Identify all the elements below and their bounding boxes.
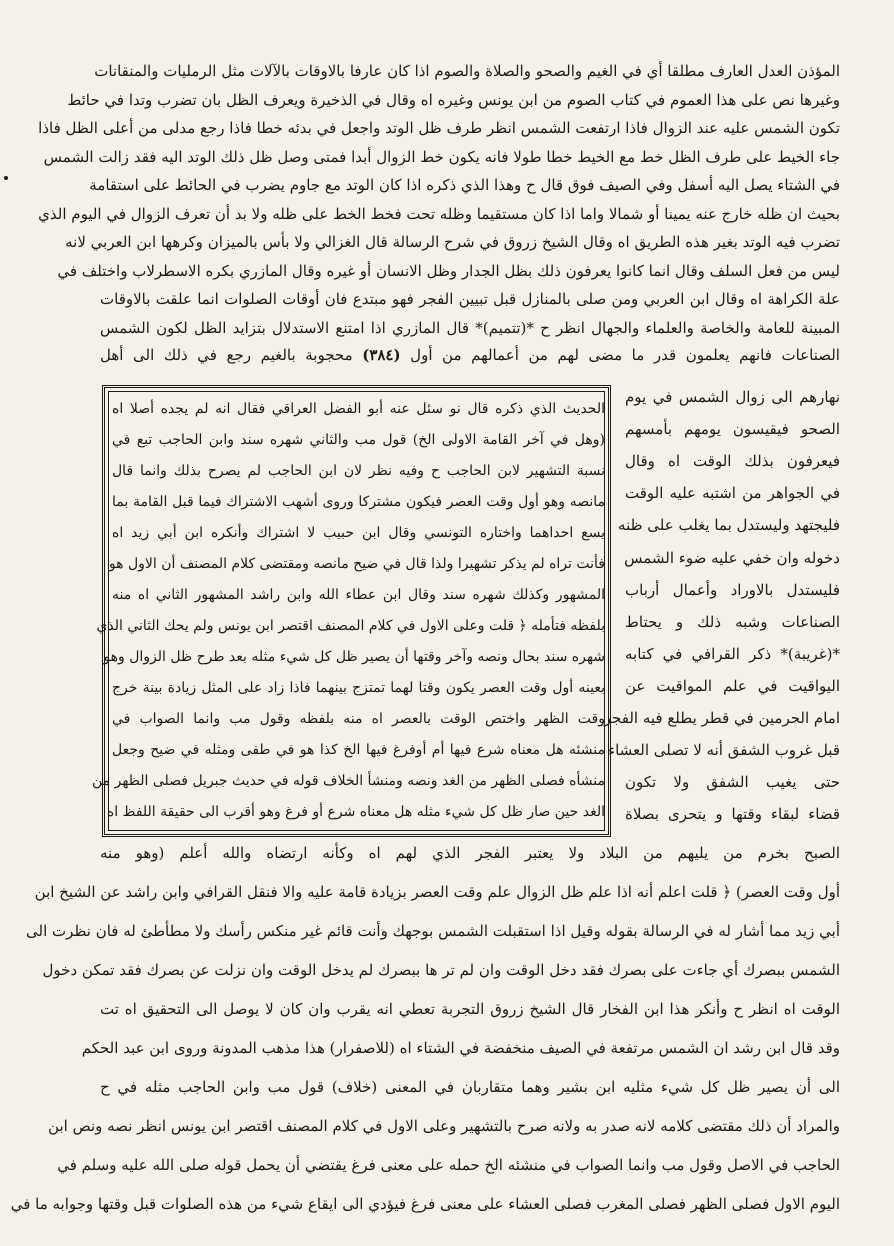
page-line-left: محجوبة بالغيم رجع في ذلك الى أهل bbox=[100, 346, 353, 364]
commentary-line: الحديث الذي ذكره قال نو سئل عنه أبو الفضل العراقي فقال انه لم يجده أصلا اه bbox=[112, 401, 605, 417]
commentary-line: المشهور وكذلك شهره سند وقال ابن عطاء الله وابن راشد المشهور الثاني اه منه bbox=[112, 587, 605, 603]
text-line: الصبح بخرم من يليهم من البلاد ولا يعتبر الفجر الذي لهم اه وكأنه ارتضاه والله أعلم (وهو منه bbox=[100, 844, 840, 862]
text-line: بحيث ان ظله خارج عنه يمينا أو شمالا واما اذا كان مستقيما وظله تحت فخط الخط على ظله ولا بد أن تعرف الزوال في اليوم الذي bbox=[38, 204, 840, 223]
commentary-line: مانصه وهو أول وقت العصر فيكون مشتركا وروى أشهب الاشتراك فيما قبل القامة بما bbox=[112, 494, 605, 510]
page-line-right: الصناعات فانهم يعلمون قدر ما مضى لهم من أعمالهم من أول bbox=[410, 346, 840, 364]
margin-dot bbox=[4, 176, 8, 180]
text-line: دخوله وان خفي عليه ضوء الشمس bbox=[624, 548, 840, 567]
text-line: أبي زيد مما أشار له في الرسالة بقوله وقيل اذا استقبلت الشمس بوجهك وأنت قائم غير منكس رأسك ولا مطأطئ له فان نظرت الى bbox=[26, 922, 840, 940]
page-number: (٣٨٤) bbox=[362, 346, 401, 364]
text-line: قضاء لبقاء وقتها و يتحرى بصلاة bbox=[625, 805, 840, 824]
text-line: في الجواهر من اشتبه عليه الوقت bbox=[625, 484, 840, 503]
text-line: فيعرفون بذلك الوقت اه وقال bbox=[625, 452, 840, 471]
text-line: وقد قال ابن رشد ان الشمس مرتفعة في الصيف منخفضة في الشتاء اه (للاصفرار) هذا مذهب المدونة وروى ابن عبد الحكم bbox=[81, 1039, 840, 1057]
text-line: جاء الخيط على طرف الظل خط مع الخيط خطا طولا فانه يكون خط الزوال أبدا فمتى وصل ظل ذلك الوتد اليه فقد زالت الشمس bbox=[43, 147, 840, 166]
page-number-line bbox=[100, 344, 840, 368]
text-line: المبينة للعامة والخاصة والعلماء والجهال انظر ح *(تتميم)* قال المازري اذا امتنع الاستدلال بتزايد الظل لكون الشمس bbox=[100, 318, 840, 337]
commentary-line: وقت الظهر واختص الوقت بالعصر اه منه بلفظه وقول مب وانما الصواب في bbox=[112, 711, 605, 727]
text-line: علة الكراهة اه وقال ابن العربي ومن صلى بالمنازل قبل تبيين الفجر فهو مبتدع فان أوقات الصلوات انما علقت بالاوقات bbox=[100, 290, 840, 308]
text-line: فليجتهد وليستدل بما يغلب على ظنه bbox=[618, 516, 840, 535]
text-line: الشمس ببصرك أي جاءت على بصرك فقد دخل الوقت وان لم تر ها ببصرك لم يدخل الوقت وان نزلت عن بصرك فقد تمكن دخول bbox=[42, 961, 840, 979]
text-line: امام الحرمين في قطر يطلع فيه الفجر bbox=[603, 709, 840, 727]
commentary-line: بلفظه فتأمله ﴿ قلت وعلى الاول في كلام المصنف اقتصر ابن يونس ولم يحك الثاني الذي bbox=[96, 618, 605, 634]
text-line: اليوم الاول فصلى الظهر فصلى المغرب فصلى العشاء على معنى فرغ فيؤدي الى ايقاع شيء من هذه الصلوات قبل وقتها وجوابه ما في bbox=[10, 1195, 840, 1213]
text-line: ليس من فعل السلف وقال انما كانوا يعرفون ذلك بظل الجدار وظل الانسان أو غيره وقال المازري بكره الاسطرلاب واختلف في bbox=[57, 261, 840, 280]
text-line: فليستدل بالاوراد وأعمال أرباب bbox=[625, 580, 840, 599]
text-line: أول وقت العصر) ﴿ قلت اعلم أنه اذا علم ظل الزوال علم وقت العصر بزيادة قامة عليه والا فنقل القرافي وابن راشد عن الشيخ ابن bbox=[34, 883, 840, 901]
text-line: *(غريبة)* ذكر القرافي في كتابه bbox=[625, 644, 840, 663]
text-line: الى أن يصير ظل كل شيء مثليه ابن بشير وهما متقاربان في المعنى (خلاف) قول مب وابن الحاجب مثله في ح bbox=[100, 1078, 840, 1096]
text-line: الحاجب في الاصل وقول مب وانما الصواب في منشئه الخ حمله على معنى فرغ يقتضي أن يحمل قوله صلى الله عليه وسلم في bbox=[57, 1156, 840, 1174]
commentary-line: بعينه أول وقت العصر يكون وقتا لهما تمتزج بينهما فاذا زاد على المثل زيادة بينة خرج bbox=[112, 680, 605, 696]
commentary-line: (وهل في آخر القامة الاولى الخ) قول مب والثاني شهره سند وابن الحاجب تبع في bbox=[112, 432, 605, 448]
commentary-line: منشئه هل معناه شرع فيها أم أوفرغ فيها الخ كذا هو في طفى ومثله في ضيح وجعل bbox=[112, 742, 605, 758]
commentary-line: يسع احداهما واختاره التونسي وقال ابن حبيب لا اشتراك وأنكره ابن أبي زيد اه bbox=[112, 525, 605, 541]
text-line: الوقت اه انظر ح وأنكر هذا ابن الفخار قال الشيخ زروق التجربة تعطي انه يقرب وان كان لا يوصل الى التحقيق اه تت bbox=[100, 1000, 840, 1018]
text-line: وغيرها نص على هذا العموم في كتاب الصوم من ابن يونس وغيره اه وقال في الذخيرة ويعرف الظل بان تضرب وتدا في حائط bbox=[67, 90, 840, 109]
text-line: تكون الشمس عليه عند الزوال فاذا ارتفعت الشمس انظر طرف ظل الوتد واجعل في بدئه خطا فاذا رجع مدلى من أعلى الظل فاذا bbox=[38, 119, 840, 137]
text-line: اليواقيت في علم المواقيت عن bbox=[625, 676, 840, 695]
commentary-line: شهره سند بحال ونصه وآخر وقتها أن يصير ظل كل شيء مثله بعد طرح ظل الزوال وهو bbox=[103, 649, 605, 665]
text-line: في الشتاء يصل اليه أسفل وفي الصيف فوق قال ح وهذا الذي ذكره اذا كان الوتد مع جاوم يضرب في الحائط على استقامة bbox=[89, 176, 840, 194]
commentary-line: الغد حين صار ظل كل شيء مثله هل معناه شرع أو فرغ وهو أقرب الى حقيقة اللفظ اه bbox=[106, 804, 605, 820]
text-line: نهارهم الى زوال الشمس في يوم bbox=[625, 388, 840, 406]
text-line: المؤذن العدل العارف مطلقا أي في الغيم والصحو والصلاة والصوم اذا كان عارفا بالاوقات بالآلات مثل الرمليات والمنقانات bbox=[94, 62, 840, 80]
text-line: قبل غروب الشفق أنه لا تصلى العشاء bbox=[608, 741, 840, 760]
commentary-line: نسبة التشهير لابن الحاجب ح وفيه نظر لان ابن الحاجب لم يصرح بذلك وانما قال bbox=[112, 463, 605, 479]
text-line: حتى يغيب الشفق ولا تكون bbox=[625, 773, 840, 792]
text-line: تضرب فيه الوتد بغير هذه الطريق اه وقال الشيخ زروق في شرح الرسالة قال الغزالي ولا بأس بالميزان وكرهها ابن العربي لانه bbox=[65, 233, 840, 251]
text-line: الصناعات وشبه ذلك و يحتاط bbox=[625, 612, 840, 631]
commentary-line: فأنت تراه لم يذكر تشهيرا ولذا قال في ضيح مانصه ومقتضى كلام المصنف أن الاول هو bbox=[108, 556, 605, 572]
text-line: والمراد أن ذلك مقتضى كلامه لانه صدر به ولانه صرح بالتشهير وعلى الاول في كلام المصنف اقتصر ابن يونس انظر نصه ونص ابن bbox=[48, 1117, 840, 1135]
text-line: الصحو فيقيسون يومهم بأمسهم bbox=[625, 420, 840, 439]
commentary-line: منشأه فصلى الظهر من الغد ونصه ومنشأ الخلاف قوله في حديث جبريل فصلى الظهر من bbox=[91, 773, 605, 789]
